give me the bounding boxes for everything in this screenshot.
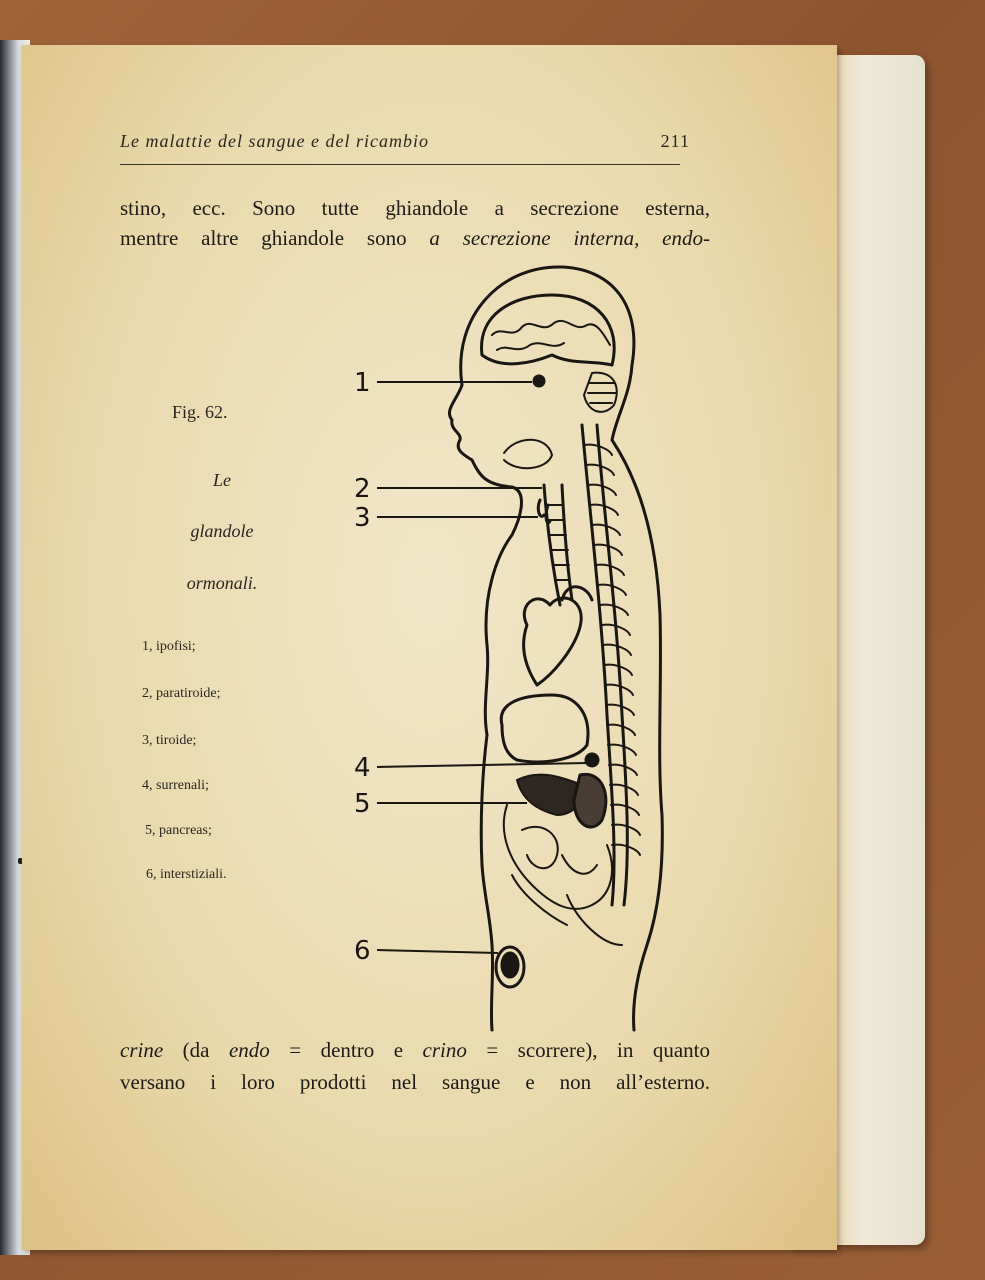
stomach	[501, 695, 588, 762]
word-endo: endo	[228, 1038, 270, 1062]
text-fragment: = scorrere), in quanto	[466, 1038, 710, 1062]
figure-label: Fig. 62.	[172, 402, 228, 422]
pointer-number-4: 4	[354, 753, 371, 783]
cerebellum	[584, 373, 617, 412]
leg-outline	[634, 945, 647, 1030]
body-line-2	[120, 223, 710, 253]
trachea	[544, 485, 572, 605]
pointer-number-6: 6	[354, 936, 371, 966]
legend-item: 3, tiroide;	[142, 733, 197, 748]
word-crino: crino	[422, 1038, 467, 1062]
heart	[524, 598, 582, 685]
pointer-number-3: 3	[354, 503, 371, 533]
pituitary-gland	[534, 376, 544, 386]
pointer-line-6	[377, 950, 498, 953]
pointer-number-2: 2	[354, 474, 371, 504]
caption-line: glandole	[190, 521, 254, 541]
body-line-2-roman: mentre altre ghiandole sono	[120, 226, 430, 250]
pancreas	[517, 775, 583, 815]
anatomy-illustration	[312, 255, 692, 1035]
pointer-number-5: 5	[354, 789, 371, 819]
legend-item: 2, paratiroide;	[142, 686, 221, 701]
header-rule	[120, 164, 680, 165]
text-fragment: (da	[163, 1038, 229, 1062]
body-line-1: stino, ecc. Sono tutte ghiandole a secrezione esterna,	[120, 196, 710, 220]
running-title: Le malattie del sangue e del ricambio	[120, 131, 429, 151]
abdomen-outline	[481, 735, 492, 1030]
face-outline	[449, 385, 521, 735]
adrenal-gland	[586, 754, 598, 766]
caption-line: ormonali.	[186, 573, 258, 593]
text-fragment: = dentro e	[269, 1038, 423, 1062]
book-page	[22, 45, 837, 1250]
body-line-4: versano i loro prodotti nel sangue e non all’esterno.	[120, 1070, 710, 1094]
gonad-inner	[502, 953, 518, 977]
legend-item: 5, pancreas;	[145, 823, 212, 838]
body-line-2-italic: a secrezione interna, endo-	[429, 226, 710, 250]
brain	[482, 295, 615, 365]
brain-folds	[492, 321, 610, 350]
word-crine: crine	[120, 1038, 164, 1062]
caption-line: Le	[213, 470, 231, 490]
legend-item: 4, surrenali;	[142, 778, 209, 793]
body-line-3	[120, 1035, 710, 1065]
body-outline	[461, 267, 663, 945]
legend-item: 1, ipofisi;	[142, 639, 196, 654]
pointer-number-1: 1	[354, 368, 371, 398]
kidney	[574, 774, 606, 827]
page-number: 211	[660, 131, 690, 151]
oral-cavity	[504, 440, 552, 468]
pointer-line-4	[377, 763, 587, 767]
legend-item: 6, interstiziali.	[146, 867, 227, 882]
running-head	[120, 131, 690, 152]
